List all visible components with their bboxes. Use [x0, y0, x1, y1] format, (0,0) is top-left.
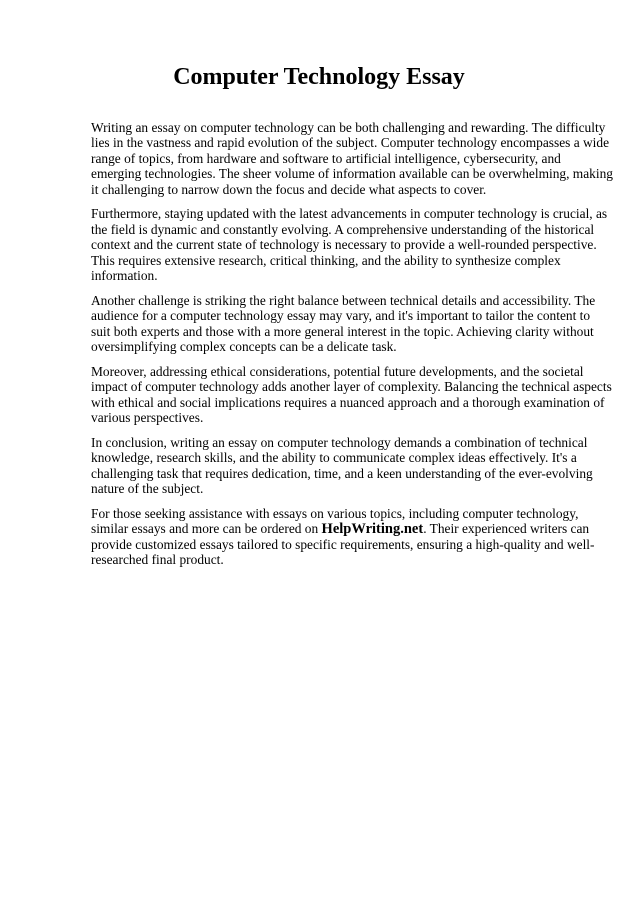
paragraph-line: provide customized essays tailored to specific requirements, ensuring a high-quality and well-: [91, 536, 595, 552]
paragraph-line: it challenging to narrow down the focus and decide what aspects to cover.: [91, 181, 487, 197]
paragraph-line: Another challenge is striking the right balance between technical details and accessibility. The: [91, 292, 596, 308]
paragraph-line: For those seeking assistance with essays on various topics, including computer technology,: [91, 506, 579, 522]
paragraph-line: oversimplifying complex concepts can be a delicate task.: [91, 339, 397, 355]
paragraph-line: suit both experts and those with a more general interest in the topic. Achieving clarity without: [91, 323, 594, 339]
line-text: similar essays and more can be ordered on: [91, 521, 322, 537]
paragraph-line: This requires extensive research, critical thinking, and the ability to synthesize complex: [91, 252, 561, 268]
paragraph-line: challenging task that requires dedication, time, and a keen understanding of the ever-evolving: [91, 465, 593, 481]
paragraph-line: audience for a computer technology essay may vary, and it's important to tailor the content to: [91, 308, 591, 324]
essay-body: [91, 120, 613, 577]
paragraph-line: the field is dynamic and constantly evolving. A comprehensive understanding of the historical: [91, 221, 595, 237]
paragraph-line: various perspectives.: [91, 410, 204, 426]
essay-paragraph: [91, 293, 601, 355]
paragraph-line: emerging technologies. The sheer volume of information available can be overwhelming, making: [91, 166, 613, 182]
paragraph-line: lies in the vastness and rapid evolution of the subject. Computer technology encompasses a wide: [91, 135, 610, 151]
paragraph-line: Moreover, addressing ethical considerations, potential future developments, and the societal: [91, 363, 584, 379]
closing-paragraph: [91, 506, 601, 568]
paragraph-line: Writing an essay on computer technology can be both challenging and rewarding. The difficulty: [91, 120, 606, 135]
page-title: Computer Technology Essay: [173, 64, 465, 90]
paragraph-line: researched final product.: [91, 552, 224, 568]
paragraph-line: nature of the subject.: [91, 481, 204, 497]
paragraph-line: [91, 521, 601, 536]
essay-paragraph: [91, 363, 612, 426]
essay-paragraph: [91, 120, 613, 197]
paragraph-line: information.: [91, 268, 158, 284]
paragraph-line: context and the current state of technology is necessary to provide a well-rounded perspective.: [91, 237, 597, 253]
paragraph-line: impact of computer technology adds another layer of complexity. Balancing the technical aspects: [91, 379, 612, 395]
essay-paragraph: [91, 206, 608, 284]
paragraph-line: In conclusion, writing an essay on computer technology demands a combination of technical: [91, 435, 588, 451]
line-text: . Their experienced writers can: [423, 521, 590, 537]
paragraph-line: Furthermore, staying updated with the latest advancements in computer technology is crucial, as: [91, 206, 608, 222]
paragraph-container: [91, 120, 613, 497]
paragraph-line: with ethical and social implications requires a nuanced approach and a thorough examination of: [91, 394, 605, 410]
paragraph-line: knowledge, research skills, and the ability to communicate complex ideas effectively. It's a: [91, 450, 577, 466]
essay-paragraph: [91, 435, 601, 497]
paragraph-line: range of topics, from hardware and software to artificial intelligence, cybersecurity, and: [91, 150, 561, 166]
brand-name: HelpWriting.net: [321, 521, 424, 538]
